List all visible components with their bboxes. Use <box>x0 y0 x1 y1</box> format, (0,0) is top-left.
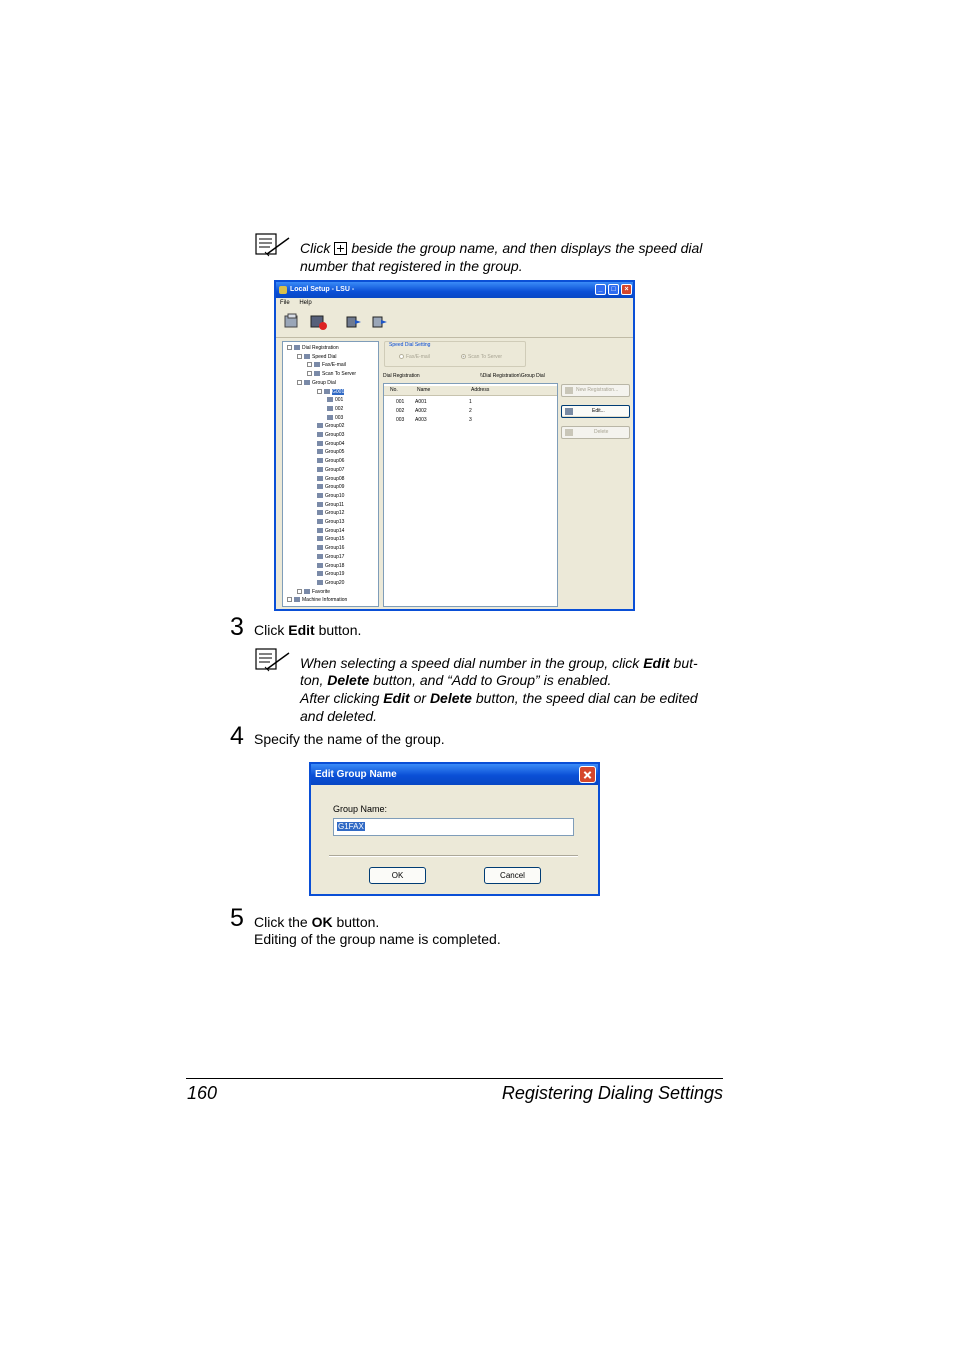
tree-node-icon <box>317 528 323 533</box>
speed-dial-setting-group <box>384 341 526 367</box>
table-cell: 003 <box>396 417 405 423</box>
tree-item-label: Machine Information <box>302 597 348 604</box>
expand-toggle-icon[interactable] <box>317 389 322 394</box>
tree-node-icon <box>304 354 310 359</box>
tree-item-label: Favorite <box>312 588 331 595</box>
tree-node-icon <box>317 554 323 559</box>
tree-node-icon <box>317 510 323 515</box>
step-4-number: 4 <box>230 722 244 750</box>
note-1-line-2: number that registered in the group. <box>300 258 523 274</box>
tree-item-label: 003 <box>335 414 344 421</box>
footer-rule <box>186 1078 723 1079</box>
expand-toggle-icon[interactable] <box>307 371 312 376</box>
tree-item[interactable] <box>317 457 344 466</box>
local-setup-window <box>274 280 635 611</box>
tree-item-label: Group19 <box>325 571 345 578</box>
dialog-close-icon[interactable] <box>579 766 596 783</box>
tree-item[interactable] <box>317 553 344 562</box>
step-3-number: 3 <box>230 613 244 641</box>
speed-dial-setting-title: Speed Dial Setting <box>389 342 431 348</box>
tree-item-label: Group02 <box>325 423 345 430</box>
tree-item[interactable] <box>317 422 344 431</box>
tree-node-icon <box>317 432 323 437</box>
tree-item[interactable] <box>307 370 356 379</box>
tree-node-icon <box>327 415 333 420</box>
tree-node-icon <box>317 502 323 507</box>
tree-item[interactable] <box>317 431 344 440</box>
tree-item[interactable] <box>317 518 344 527</box>
minimize-button[interactable]: _ <box>595 284 606 295</box>
tree-node-icon <box>327 397 333 402</box>
new-registration-icon <box>565 387 573 394</box>
tree-item-label: Group Dial <box>312 379 336 386</box>
note-2-line-2: ton, Delete button, and “Add to Group” is enabled. <box>300 672 612 688</box>
table-cell: 3 <box>469 417 472 423</box>
tree-item-label: Speed Dial <box>312 353 337 360</box>
tree-item[interactable] <box>317 509 344 518</box>
tree-node-icon <box>317 545 323 550</box>
tree-node-icon <box>317 563 323 568</box>
tree-item-label: Group16 <box>325 545 345 552</box>
note-icon <box>255 647 291 673</box>
maximize-button[interactable]: □ <box>608 284 619 295</box>
delete-button[interactable]: Delete <box>561 426 630 439</box>
tree-node-icon <box>317 423 323 428</box>
tree-node-icon <box>294 345 300 350</box>
write-to-device-icon[interactable] <box>308 313 328 331</box>
tree-item-label: Group13 <box>325 519 345 525</box>
note-2-line-4: and deleted. <box>300 708 378 724</box>
table-cell: 1 <box>469 399 472 405</box>
expand-toggle-icon[interactable] <box>297 380 302 385</box>
list-label: Dial Registration <box>383 373 420 379</box>
tree-item[interactable] <box>327 414 343 423</box>
tree-item[interactable] <box>317 475 344 484</box>
dialog-separator <box>329 855 578 857</box>
expand-toggle-icon[interactable] <box>287 597 292 602</box>
tree-item-label: Group11 <box>325 501 345 508</box>
new-registration-button[interactable]: New Registration... <box>561 384 630 397</box>
tree-item[interactable] <box>317 544 344 553</box>
app-icon <box>279 286 287 294</box>
cancel-button[interactable]: Cancel <box>484 867 541 884</box>
menu-bar <box>276 298 633 308</box>
tree-item-label: Group10 <box>325 492 345 499</box>
speed-dial-list <box>383 383 558 607</box>
tree-item[interactable] <box>327 405 343 414</box>
tree-item-label: Fax/E-mail <box>322 362 346 369</box>
tree-item-label: Group14 <box>325 527 345 534</box>
tree-item-label: Scan To Server <box>322 371 357 378</box>
dialog-titlebar: Edit Group Name <box>311 764 598 785</box>
tree-item[interactable] <box>297 379 336 388</box>
edit-button[interactable]: Edit... <box>561 405 630 418</box>
tree-node-icon <box>304 589 310 594</box>
expand-toggle-icon[interactable] <box>297 354 302 359</box>
tree-item[interactable] <box>317 535 344 544</box>
footer-title: Registering Dialing Settings <box>501 1083 723 1103</box>
tree-item[interactable] <box>307 361 346 370</box>
expand-toggle-icon[interactable] <box>307 362 312 367</box>
column-no[interactable]: No. <box>390 387 398 393</box>
menu-file[interactable]: File <box>280 300 290 306</box>
tree-node-icon <box>317 493 323 498</box>
tree-item[interactable] <box>297 588 330 597</box>
step-3-text: Click Edit button. <box>254 622 362 638</box>
tree-item-label: Group20 <box>325 579 345 586</box>
column-name[interactable]: Name <box>417 387 431 393</box>
delete-icon <box>565 429 573 436</box>
page-number: 160 <box>187 1083 218 1103</box>
import-icon[interactable] <box>344 313 364 331</box>
tree-node-icon <box>317 467 323 472</box>
tree-node-icon <box>317 519 323 524</box>
tree-item[interactable] <box>317 440 344 449</box>
tree-node-icon <box>314 362 320 367</box>
tree-item-label: Group07 <box>325 466 345 473</box>
tree-node-icon <box>317 476 323 481</box>
tree-node-icon <box>317 580 323 585</box>
table-cell: A002 <box>415 408 427 414</box>
tree-item[interactable] <box>317 562 344 571</box>
tree-item-label: Group06 <box>325 458 345 465</box>
tree-item[interactable] <box>327 396 343 405</box>
path-label: \\Dial Registration\Group Dial <box>480 373 545 379</box>
table-cell: 002 <box>396 408 405 414</box>
tree-item-label: 001 <box>335 397 344 404</box>
tree-node-icon <box>327 406 333 411</box>
menu-help[interactable]: Help <box>299 300 312 306</box>
tree-item-label: Group03 <box>325 432 345 438</box>
export-icon[interactable] <box>370 313 390 331</box>
tree-node-icon <box>294 597 300 602</box>
note-1-line-1: Click beside the group name, and then displays the speed dial <box>300 240 703 256</box>
tree-item-label: Group17 <box>325 553 345 560</box>
tree-item-label: Group18 <box>325 562 345 569</box>
step-5-result: Editing of the group name is completed. <box>254 931 501 947</box>
tree-node-icon <box>317 484 323 489</box>
group-name-input[interactable] <box>333 818 574 836</box>
tree-item[interactable] <box>287 344 339 353</box>
close-button[interactable]: × <box>621 284 632 295</box>
tree-node-icon <box>317 458 323 463</box>
tree-item[interactable] <box>317 483 344 492</box>
note-2-line-1: When selecting a speed dial number in the group, click Edit but- <box>300 655 698 671</box>
tree-node-icon <box>317 536 323 541</box>
note-icon <box>255 232 291 258</box>
column-address[interactable]: Address <box>471 387 490 393</box>
tree-item[interactable] <box>317 388 344 397</box>
tree-node-icon <box>324 389 330 394</box>
tree-item[interactable] <box>317 448 344 457</box>
group-name-label: Group Name: <box>333 804 388 814</box>
tree-panel <box>282 341 379 607</box>
tree-item[interactable] <box>317 570 344 579</box>
tree-item-label: Group08 <box>325 475 345 482</box>
tree-item-label: Group04 <box>325 440 345 447</box>
tree-item-label: Group15 <box>325 536 345 543</box>
tree-item-label: Dial Registration <box>302 345 339 351</box>
edit-group-name-dialog <box>309 762 600 896</box>
table-cell: 2 <box>469 408 472 414</box>
step-5-text: Click the OK button. <box>254 914 380 930</box>
read-from-device-icon[interactable] <box>282 313 302 331</box>
group-name-value: G1FAX <box>338 822 364 831</box>
plus-box-icon <box>334 242 347 255</box>
edit-icon <box>565 408 573 415</box>
tree-item[interactable] <box>287 596 347 605</box>
tree-item[interactable] <box>317 527 344 536</box>
tree-node-icon <box>317 441 323 446</box>
expand-toggle-icon[interactable] <box>287 345 292 350</box>
tree-item-label: Group09 <box>325 484 345 491</box>
table-cell: A001 <box>415 399 427 405</box>
step-5-number: 5 <box>230 904 244 932</box>
local-setup-titlebar: Local Setup - LSU - _ □ × <box>276 282 633 298</box>
radio-fax-email[interactable]: Fax/E-mail <box>399 354 430 360</box>
toolbar <box>276 309 633 338</box>
ok-button[interactable]: OK <box>369 867 426 884</box>
tree-item-label: G001 <box>332 388 345 395</box>
table-cell: A003 <box>415 417 427 423</box>
tree-node-icon <box>304 380 310 385</box>
tree-item[interactable] <box>317 466 344 475</box>
step-4-text: Specify the name of the group. <box>254 731 445 747</box>
tree-item-label: Group12 <box>325 510 345 517</box>
tree-item[interactable] <box>317 492 344 501</box>
expand-toggle-icon[interactable] <box>297 589 302 594</box>
tree-item[interactable] <box>317 501 344 510</box>
radio-scan-to-server[interactable]: Scan To Server <box>461 354 502 360</box>
tree-node-icon <box>317 449 323 454</box>
note-2-line-3: After clicking Edit or Delete button, the speed dial can be edited <box>300 690 698 706</box>
table-cell: 001 <box>396 399 405 405</box>
tree-item-label: Group05 <box>325 449 345 456</box>
tree-node-icon <box>314 371 320 376</box>
tree-node-icon <box>317 571 323 576</box>
tree-item[interactable] <box>317 579 344 588</box>
tree-item[interactable] <box>297 353 336 362</box>
tree-item-label: 002 <box>335 405 344 412</box>
list-header <box>384 386 557 396</box>
